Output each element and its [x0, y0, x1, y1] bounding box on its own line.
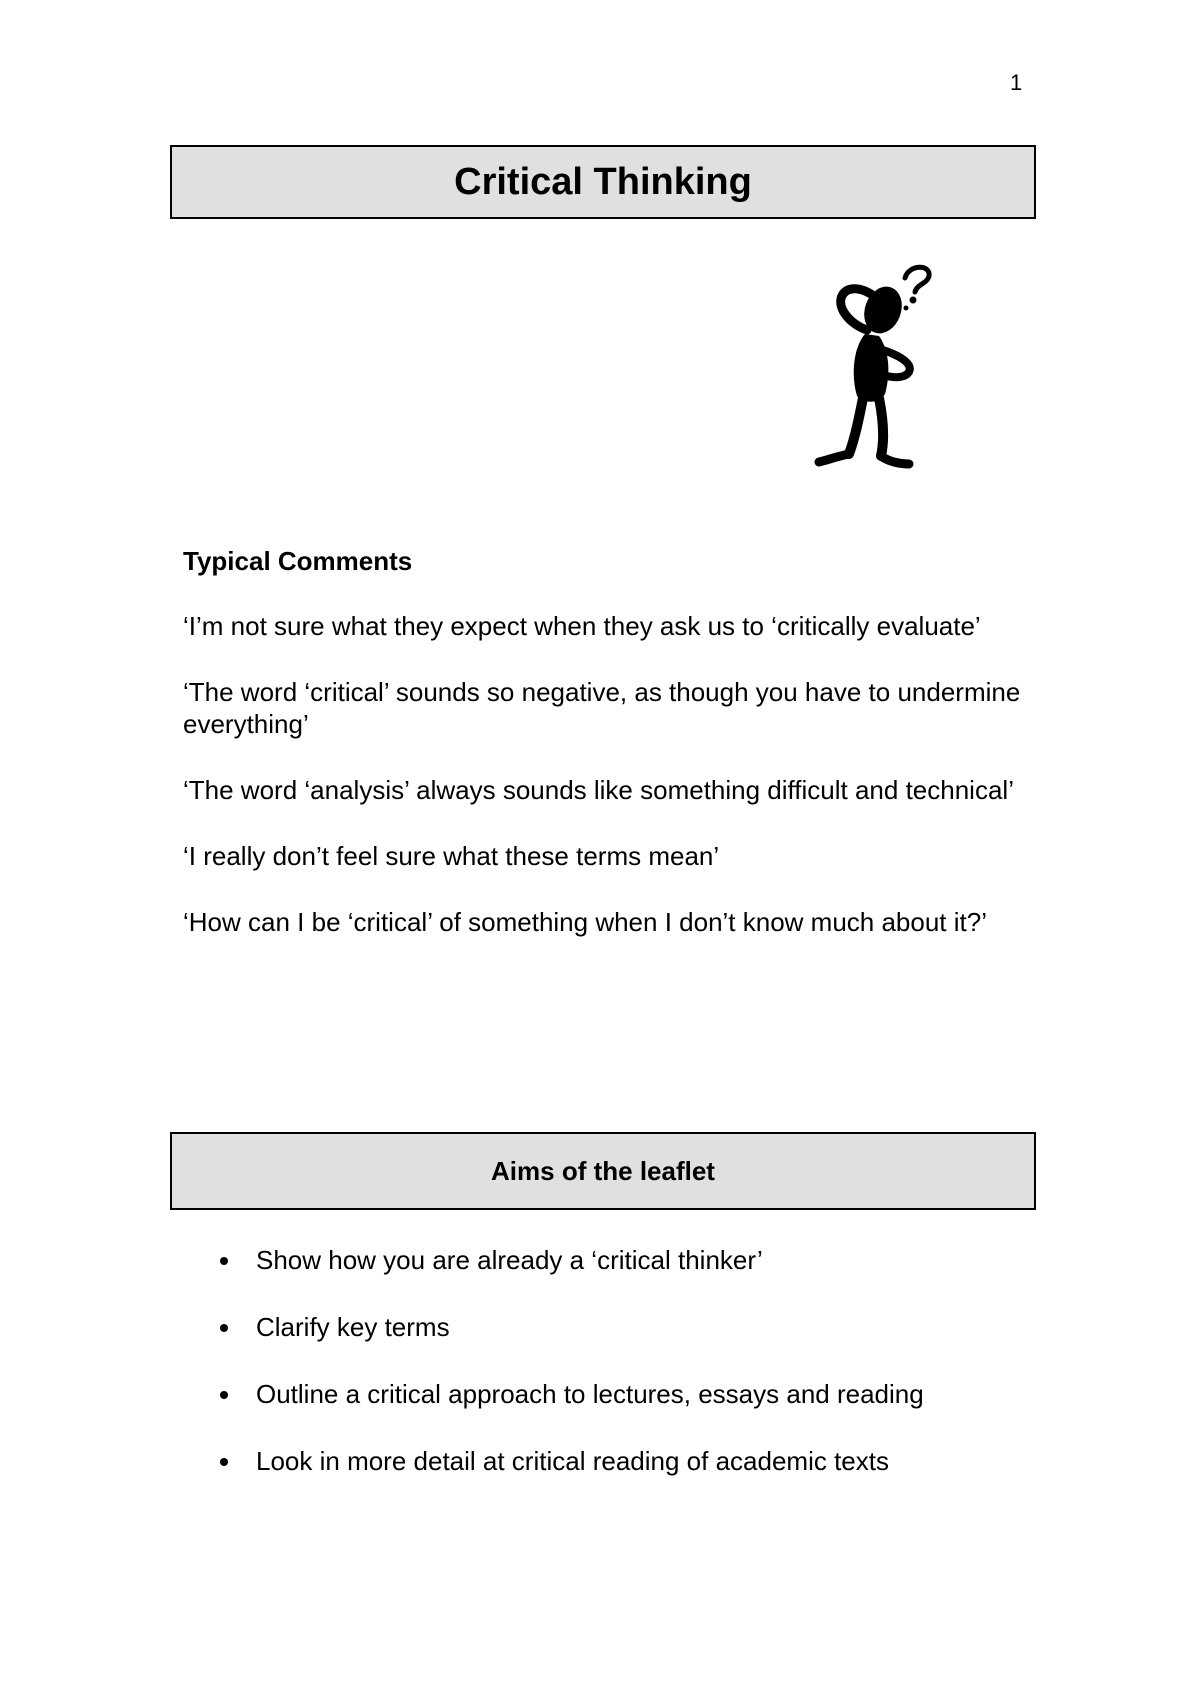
typical-comments-list — [183, 610, 1043, 972]
typical-comments-heading: Typical Comments — [183, 546, 413, 576]
aim-item — [218, 1378, 1038, 1410]
aim-item — [218, 1311, 1038, 1343]
comment-item: ‘I really don’t feel sure what these terms mean’ — [183, 841, 720, 871]
bullet-icon — [220, 1257, 228, 1265]
title-box — [170, 145, 1036, 219]
bullet-icon — [220, 1324, 228, 1332]
aim-item — [218, 1244, 1038, 1276]
bullet-icon — [220, 1391, 228, 1399]
comment-item: ‘The word ‘critical’ sounds so negative, as though you have to undermine everything’ — [183, 677, 1021, 739]
comment-item: ‘I’m not sure what they expect when they ask us to ‘critically evaluate’ — [183, 611, 981, 641]
aim-item — [218, 1445, 1038, 1477]
page-number: 1 — [1010, 70, 1023, 95]
page-title: Critical Thinking — [454, 160, 752, 203]
thinking-figure-svg — [805, 258, 945, 488]
aim-text: Look in more detail at critical reading of academic texts — [256, 1446, 889, 1476]
bullet-icon — [220, 1458, 228, 1466]
aims-list — [218, 1244, 1038, 1512]
aim-text: Clarify key terms — [256, 1312, 450, 1342]
thinking-figure-icon — [805, 258, 945, 488]
comment-item: ‘How can I be ‘critical’ of something when I don’t know much about it?’ — [183, 907, 987, 937]
aims-heading: Aims of the leaflet — [491, 1155, 715, 1186]
comment-item: ‘The word ‘analysis’ always sounds like something difficult and technical’ — [183, 775, 1014, 805]
aim-text: Show how you are already a ‘critical thinker’ — [256, 1245, 763, 1275]
aims-box — [170, 1132, 1036, 1210]
aim-text: Outline a critical approach to lectures, essays and reading — [256, 1379, 924, 1409]
